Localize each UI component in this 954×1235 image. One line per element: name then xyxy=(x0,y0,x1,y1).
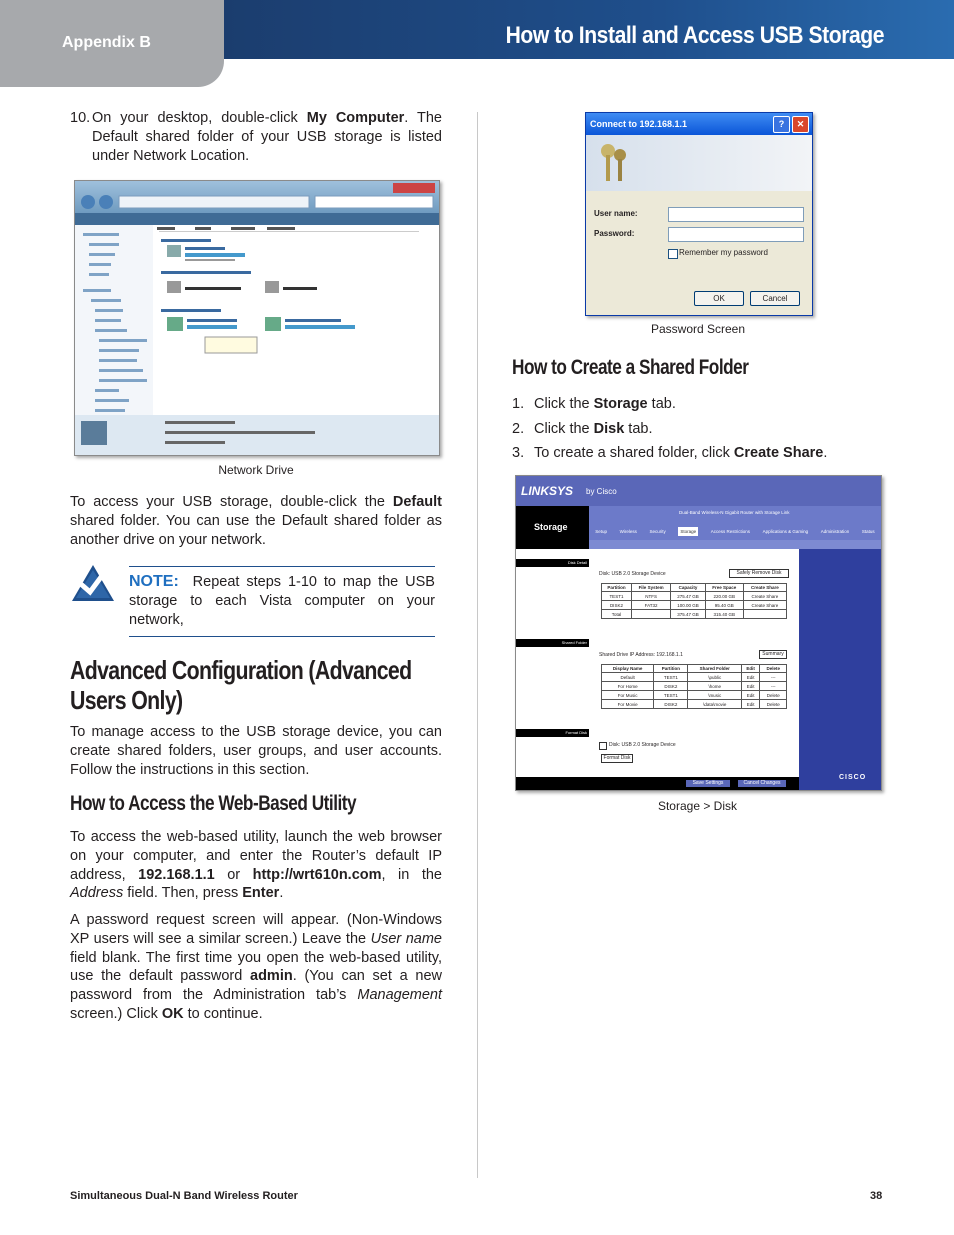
bold: Disk xyxy=(593,420,625,437)
table-cell: For Home xyxy=(602,682,654,691)
access-paragraph xyxy=(70,493,442,549)
table-cell: 315.40 GB xyxy=(705,610,743,619)
linksys-logo: LINKSYS xyxy=(521,484,574,498)
text: . xyxy=(823,445,828,461)
username-input[interactable] xyxy=(668,207,804,222)
shared-folder-heading: How to Create a Shared Folder xyxy=(512,356,749,379)
list-item xyxy=(512,441,892,466)
explorer-window-image xyxy=(75,181,439,455)
table-cell: --- xyxy=(760,673,787,682)
table-cell xyxy=(743,610,786,619)
router-name: Dual-Band Wireless-N Gigabit Router with Storage Link xyxy=(679,510,790,515)
table-cell[interactable]: Delete xyxy=(760,700,787,709)
remember-label: Remember my password xyxy=(679,248,768,257)
table-cell[interactable]: Edit xyxy=(741,691,759,700)
caption-password: Password Screen xyxy=(650,322,746,336)
item-number: 2. xyxy=(512,420,525,437)
section-label: Appendix B xyxy=(62,34,151,51)
text: or xyxy=(214,866,253,883)
help-icon[interactable]: ? xyxy=(773,116,790,133)
table-row xyxy=(602,601,787,610)
table-cell: \public xyxy=(688,673,741,682)
italic: Management xyxy=(357,987,442,1004)
tab-item[interactable]: Storage xyxy=(680,528,697,534)
text: field. Then, press xyxy=(123,885,243,902)
linksys-by: by Cisco xyxy=(586,487,617,496)
network-drive-screenshot xyxy=(74,180,440,456)
table-cell: 220.00 GB xyxy=(705,592,743,601)
bold: Storage xyxy=(593,396,648,412)
table-cell: FAT32 xyxy=(631,601,670,610)
table-cell: \music xyxy=(688,691,741,700)
item-number: 3. xyxy=(512,445,525,461)
table-cell[interactable]: Edit xyxy=(741,682,759,691)
keys-icon xyxy=(596,141,632,185)
cancel-button[interactable]: Cancel xyxy=(750,291,800,306)
disk-name: Disk: USB 2.0 Storage Device xyxy=(599,571,666,577)
close-icon[interactable]: ✕ xyxy=(792,116,809,133)
url: http://wrt610n.com xyxy=(252,866,382,883)
table-cell: 275.47 GB xyxy=(671,592,705,601)
table-cell: 100.00 GB xyxy=(671,601,705,610)
ok-button[interactable]: OK xyxy=(694,291,744,306)
sub-tab-bar xyxy=(589,540,881,549)
list-item xyxy=(512,417,892,442)
bold: admin xyxy=(250,968,293,985)
text: , in the xyxy=(381,866,442,883)
bold: Enter xyxy=(242,885,280,902)
advanced-heading-1: Advanced Configuration (Advanced xyxy=(70,655,412,685)
bold: OK xyxy=(161,1005,184,1022)
tab-item[interactable]: Administration xyxy=(820,528,850,534)
column-divider xyxy=(477,112,478,1178)
sidebar-disk-detail: Disk Detail xyxy=(516,559,589,567)
checkmark-icon xyxy=(70,563,116,607)
ip-address: 192.168.1.1 xyxy=(138,866,215,883)
shared-ip: Shared Drive IP Address: 192.168.1.1 xyxy=(599,652,683,658)
tab-item[interactable]: Applications & Gaming xyxy=(762,528,809,534)
cancel-changes-button[interactable]: Cancel Changes xyxy=(738,780,786,787)
note-rule-top xyxy=(129,566,435,567)
format-disk-item: Disk: USB 2.0 Storage Device xyxy=(609,742,676,748)
safely-remove-button[interactable]: Safely Remove Disk xyxy=(729,569,789,578)
bold: Create Share xyxy=(733,445,824,461)
step-10 xyxy=(70,109,442,165)
table-row xyxy=(602,682,787,691)
note-rule-bottom xyxy=(129,636,435,637)
table-cell[interactable]: Delete xyxy=(760,691,787,700)
advanced-heading-2: Users Only) xyxy=(70,685,183,715)
table-header-row xyxy=(602,584,787,592)
column-header: Display Name xyxy=(602,665,654,673)
text: Click the xyxy=(534,396,594,412)
help-panel xyxy=(799,549,881,777)
advanced-paragraph: To manage access to the USB storage device, you can create shared folders, user groups, and user accounts. Follow the instructions in this section. xyxy=(70,724,442,778)
title-banner xyxy=(224,0,954,59)
footer-product: Simultaneous Dual-N Band Wireless Router xyxy=(70,1190,298,1202)
text: field blank. The first time you open the web-based utility, use the default password xyxy=(70,949,442,985)
password-input[interactable] xyxy=(668,227,804,242)
table-cell: DISK2 xyxy=(602,601,632,610)
table-cell: 95.40 GB xyxy=(705,601,743,610)
format-button[interactable]: Format Disk xyxy=(601,754,633,763)
tab-item[interactable]: Security xyxy=(649,528,666,534)
text: screen.) Click xyxy=(70,1005,162,1022)
table-cell: \home xyxy=(688,682,741,691)
username-label: User name: xyxy=(594,209,638,218)
table-row xyxy=(602,592,787,601)
note-text: Repeat steps 1-10 to map the USB storage to each Vista computer on your network, xyxy=(129,574,435,628)
password-dialog xyxy=(585,112,813,316)
item-number: 1. xyxy=(512,396,525,412)
table-cell[interactable]: Create Share xyxy=(743,601,786,610)
table-cell: NTFS xyxy=(631,592,670,601)
column-header: Capacity xyxy=(671,584,705,592)
note-label: NOTE: xyxy=(129,573,179,590)
step-number: 10. xyxy=(70,110,91,126)
italic: Address xyxy=(70,885,124,902)
router-footer xyxy=(516,777,799,790)
table-cell: DISK2 xyxy=(654,700,688,709)
table-cell: Total xyxy=(602,610,632,619)
sidebar-format-disk: Format Disk xyxy=(516,729,589,737)
web-paragraph-1 xyxy=(70,828,442,903)
cisco-logo: CISCO xyxy=(839,774,867,781)
table-cell: --- xyxy=(760,682,787,691)
linksys-header xyxy=(516,476,881,506)
text: shared folder. You can use the Default shared folder as another drive on your network. xyxy=(70,512,442,548)
table xyxy=(601,583,787,619)
table-cell: \data\movie xyxy=(688,700,741,709)
column-header: Create Share xyxy=(743,584,786,592)
italic: User name xyxy=(370,930,442,947)
text: To access your USB storage, double-click the xyxy=(70,494,393,510)
tab-item[interactable]: Wireless xyxy=(619,528,637,534)
router-nav xyxy=(589,506,881,549)
caption-network-drive: Network Drive xyxy=(218,463,294,477)
tab-bar xyxy=(589,524,881,538)
router-content xyxy=(589,549,799,777)
column-header: Partition xyxy=(654,665,688,673)
step-text: On your desktop, double-click xyxy=(92,110,307,126)
table-cell[interactable]: Edit xyxy=(741,700,759,709)
section-tab xyxy=(0,0,224,87)
linksys-storage-screenshot xyxy=(515,475,882,791)
dialog-banner xyxy=(586,135,812,191)
tab-item[interactable]: Access Restrictions xyxy=(710,528,750,534)
text: . xyxy=(279,885,284,902)
text: To create a shared folder, click xyxy=(534,445,734,461)
note-body xyxy=(129,573,435,629)
column-header: Edit xyxy=(741,665,759,673)
cisco-box xyxy=(799,766,881,790)
storage-label: Storage xyxy=(534,522,568,532)
bold: Default xyxy=(392,494,442,510)
tab-item[interactable]: Status xyxy=(861,528,875,534)
table-cell: TEST1 xyxy=(602,592,632,601)
table-cell: TEST1 xyxy=(654,691,688,700)
caption-storage-disk: Storage > Disk xyxy=(657,799,738,813)
tab-item[interactable]: Setup xyxy=(595,528,608,534)
table-row xyxy=(602,700,787,709)
column-header: File System xyxy=(631,584,670,592)
table-header-row xyxy=(602,665,787,673)
text: Click the xyxy=(534,420,594,437)
save-settings-button[interactable]: Save Settings xyxy=(686,780,730,787)
summary-button[interactable]: Summary xyxy=(759,650,787,659)
text: A password request screen will appear. (Non-Windows XP users will see a similar screen.) Leave the xyxy=(70,912,442,947)
table xyxy=(601,664,787,709)
text: to continue. xyxy=(183,1005,263,1022)
sidebar-shared-folder: Shared Folder xyxy=(516,639,589,647)
column-header: Free Space xyxy=(705,584,743,592)
column-header: Partition xyxy=(602,584,632,592)
column-header: Shared Folder xyxy=(688,665,741,673)
text: tab. xyxy=(647,396,676,412)
table-row xyxy=(602,691,787,700)
table-cell xyxy=(631,610,670,619)
text: . (You can set a new password from the Administration tab’s xyxy=(70,968,442,1004)
table-cell: TEST1 xyxy=(654,673,688,682)
storage-label-box xyxy=(516,506,589,549)
remember-checkbox[interactable] xyxy=(668,249,678,259)
step-text: . The Default shared folder of your USB storage is listed under Network Location. xyxy=(92,110,442,164)
page-title: How to Install and Access USB Storage xyxy=(505,22,884,49)
table-cell: 375.47 GB xyxy=(671,610,705,619)
password-label: Password: xyxy=(594,229,635,238)
text: tab. xyxy=(624,420,653,437)
table-cell[interactable]: Create Share xyxy=(743,592,786,601)
share-table xyxy=(601,664,787,709)
page-number: 38 xyxy=(870,1190,883,1202)
disk-table xyxy=(601,583,787,619)
table-row xyxy=(602,673,787,682)
steps-list xyxy=(512,392,892,466)
web-utility-heading: How to Access the Web-Based Utility xyxy=(70,792,357,815)
table-cell: DISK2 xyxy=(654,682,688,691)
column-header: Delete xyxy=(760,665,787,673)
text: To access the web-based utility, launch the web browser on your computer, and enter the Router’s default IP address, xyxy=(70,829,442,883)
format-checkbox[interactable] xyxy=(599,742,607,750)
dialog-titlebar xyxy=(586,113,812,135)
table-row xyxy=(602,610,787,619)
table-cell: For Movie xyxy=(602,700,654,709)
table-cell[interactable]: Edit xyxy=(741,673,759,682)
dialog-title: Connect to 192.168.1.1 xyxy=(590,119,688,129)
table-cell: Default xyxy=(602,673,654,682)
step-bold: My Computer xyxy=(306,110,405,126)
router-sidebar xyxy=(516,549,589,777)
web-paragraph-2 xyxy=(70,911,442,1024)
table-cell: For Music xyxy=(602,691,654,700)
list-item xyxy=(512,392,892,417)
